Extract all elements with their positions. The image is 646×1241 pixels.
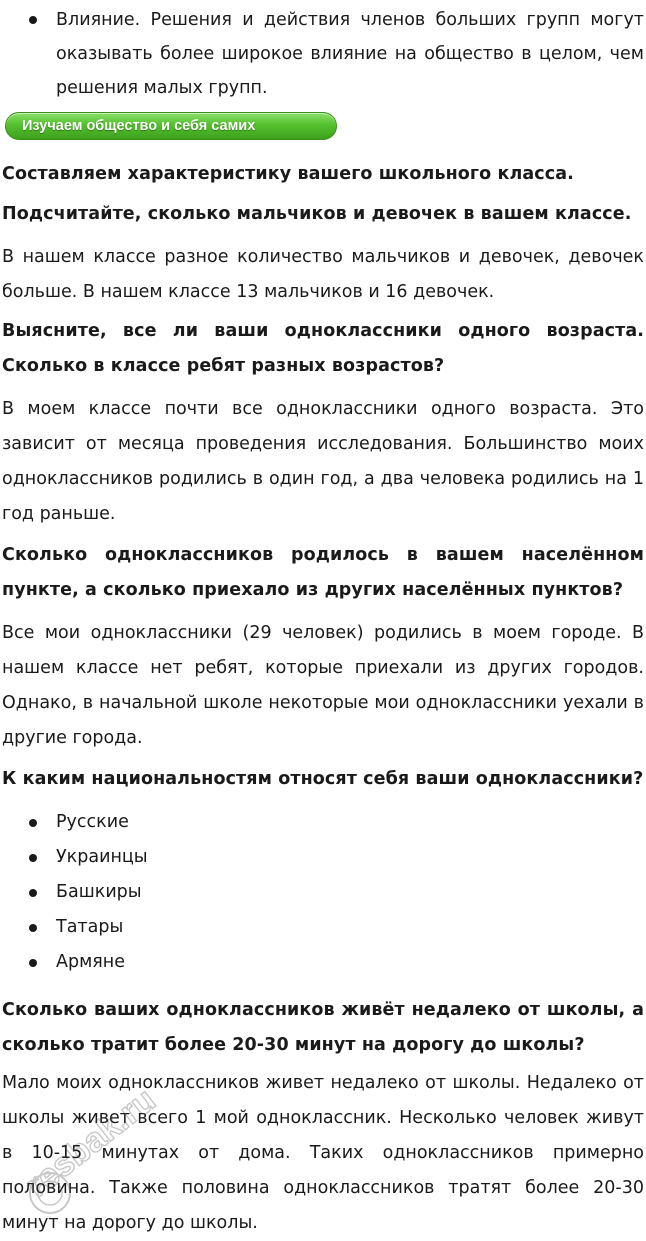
- answer-5: Мало моих одноклассников живет недалеко от школы. Недалеко от школы живет всего 1 мой одноклассник. Несколько человек живут в 10-15 минутах от дома. Таких одноклассников примерно половина. Также половина одноклассников тратят более 20-30 минут на дорогу до школы.: [2, 1073, 644, 1233]
- section-tag: [5, 112, 337, 140]
- list-item-label: Украинцы: [56, 847, 148, 867]
- task-title: Составляем характеристику вашего школьного класса.: [2, 164, 574, 184]
- bullet-icon: [29, 854, 37, 862]
- list-item-label: Татары: [56, 917, 124, 937]
- bullet-icon: [29, 889, 37, 897]
- nationality-list: [0, 805, 646, 980]
- list-item: [0, 840, 646, 875]
- list-item: [0, 910, 646, 945]
- list-item-label: Башкиры: [56, 882, 142, 902]
- question-3: Сколько одноклассников родилось в вашем населённом пункте, а сколько приехало из других населённых пунктов?: [2, 545, 644, 600]
- list-item-label: Армяне: [56, 952, 126, 972]
- question-5: Сколько ваших одноклассников живёт недалеко от школы, а сколько тратит более 20-30 минут на дорогу до школы?: [2, 1000, 644, 1055]
- question-2: Выясните, все ли ваши одноклассники одного возраста. Сколько в классе ребят разных возрастов?: [2, 321, 644, 376]
- bullet-icon: [29, 924, 37, 932]
- question-4: К каким национальностям относят себя ваши одноклассники?: [2, 769, 644, 789]
- bullet-icon: [29, 819, 37, 827]
- answer-3: Все мои одноклассники (29 человек) родились в моем городе. В нашем классе нет ребят, которые приехали из других городов. Однако, в начальной школе некоторые мои одноклассники уехали в другие города.: [2, 623, 644, 748]
- watermark-text: resbak.ru: [18, 1080, 163, 1205]
- bullet-icon: [29, 959, 37, 967]
- list-item: [0, 945, 646, 980]
- bullet-icon: [29, 16, 37, 24]
- list-item-label: Русские: [56, 812, 129, 832]
- list-item: [0, 805, 646, 840]
- answer-1: В нашем классе разное количество мальчиков и девочек, девочек больше. В нашем классе 13 мальчиков и 16 девочек.: [2, 247, 644, 302]
- answer-2: В моем классе почти все одноклассники одного возраста. Это зависит от месяца проведения исследования. Большинство моих одноклассников родились в один год, а два человека родились на 1 год раньше.: [2, 399, 644, 524]
- section-tag-label: Изучаем общество и себя самих: [22, 118, 256, 134]
- question-1: Подсчитайте, сколько мальчиков и девочек в вашем классе.: [2, 204, 632, 224]
- list-item: [0, 875, 646, 910]
- intro-bullet-text: Влияние. Решения и действия членов больших групп могут оказывать более широкое влияние на общество в целом, чем решения малых групп.: [56, 10, 644, 98]
